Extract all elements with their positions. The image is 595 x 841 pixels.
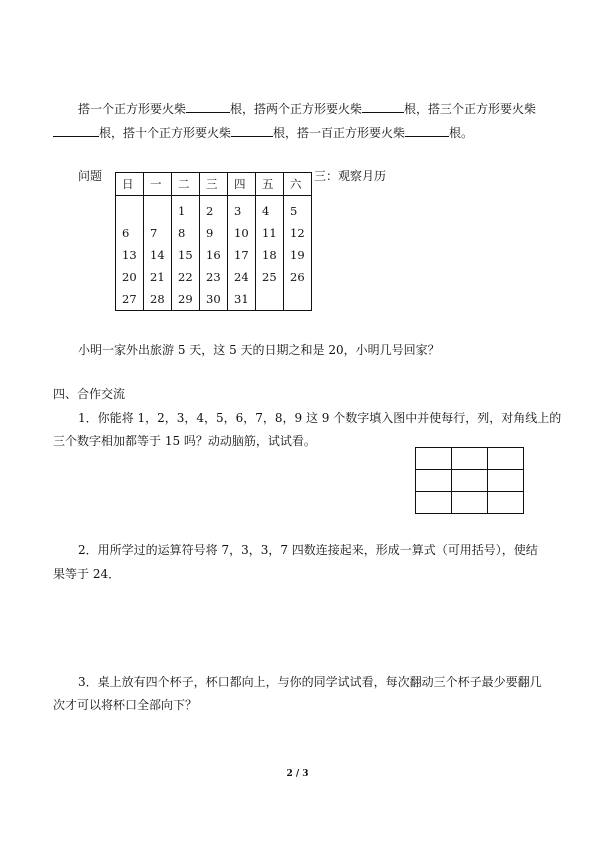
calendar-day-cell: 3 (228, 196, 256, 223)
calendar-day-cell: 26 (284, 266, 312, 288)
page-number: 2 / 3 (286, 769, 309, 779)
calendar-day-cell: 17 (228, 244, 256, 266)
calendar-day-cell: 29 (172, 288, 200, 311)
calendar-day-cell: 16 (200, 244, 228, 266)
calendar-day-cell: 28 (144, 288, 172, 311)
question-3-line-2: 次才可以将杯口全部向下？ (53, 698, 198, 712)
calendar-week-row (116, 266, 312, 288)
grid-cell[interactable] (488, 448, 524, 470)
calendar-table (115, 172, 312, 311)
problem-label: 问题 (78, 169, 103, 183)
calendar-header-row (116, 173, 312, 196)
calendar-day-cell: 7 (144, 222, 172, 244)
calendar-day-cell: 22 (172, 266, 200, 288)
calendar-day-cell: 21 (144, 266, 172, 288)
matches-line1-text-c: 根，搭三个正方形要火柴 (404, 102, 537, 116)
question-2-line-1: 2．用所学过的运算符号将 7，3，3，7 四数连接起来，形成一算式（可用括号），使结 (78, 543, 538, 557)
question-2-line-2: 果等于 24． (53, 567, 121, 581)
calendar-day-cell: 20 (116, 266, 144, 288)
calendar-day-cell: 13 (116, 244, 144, 266)
calendar-day-cell: 30 (200, 288, 228, 311)
calendar-day-cell: 23 (200, 266, 228, 288)
question-3-line-1: 3．桌上放有四个杯子，杯口都向上，与你的同学试试看，每次翻动三个杯子最少要翻几 (78, 675, 542, 689)
calendar-day-cell (144, 196, 172, 223)
answer-blank[interactable] (231, 124, 273, 137)
calendar-day-cell: 2 (200, 196, 228, 223)
calendar-week-row (116, 288, 312, 311)
calendar-day-cell (284, 288, 312, 311)
matches-line1-text-a: 搭一个正方形要火柴 (78, 102, 187, 116)
answer-blank[interactable] (53, 124, 99, 137)
matches-line1-text-b: 根，搭两个正方形要火柴 (230, 102, 363, 116)
calendar-day-cell: 24 (228, 266, 256, 288)
grid-cell[interactable] (416, 470, 452, 492)
calendar-day-cell: 10 (228, 222, 256, 244)
grid-cell[interactable] (416, 448, 452, 470)
calendar-day-cell: 11 (256, 222, 284, 244)
question-1-line-2: 三个数字相加都等于 15 吗？动动脑筋，试试看。 (53, 434, 316, 448)
grid-cell[interactable] (488, 470, 524, 492)
question-1-line-1: 1．你能将 1，2，3，4，5，6，7，8，9 这 9 个数字填入图中并使每行，列，对角线上的 (78, 411, 562, 425)
calendar-day-cell: 5 (284, 196, 312, 223)
section-four-title: 四、合作交流 (53, 387, 126, 401)
calendar-day-cell: 12 (284, 222, 312, 244)
calendar-day-cell: 31 (228, 288, 256, 311)
calendar-week-row (116, 244, 312, 266)
calendar-day-cell: 14 (144, 244, 172, 266)
calendar-header-cell: 日 (116, 173, 144, 196)
grid-cell[interactable] (452, 470, 488, 492)
calendar-day-cell: 1 (172, 196, 200, 223)
calendar-header-cell: 三 (200, 173, 228, 196)
calendar-header-cell: 六 (284, 173, 312, 196)
answer-blank[interactable] (362, 100, 404, 113)
calendar-day-cell (116, 196, 144, 223)
answer-blank[interactable] (405, 124, 449, 137)
calendar-header-cell: 二 (172, 173, 200, 196)
calendar-header-cell: 一 (144, 173, 172, 196)
grid-cell[interactable] (416, 492, 452, 514)
question-travel: 小明一家外出旅游 5 天，这 5 天的日期之和是 20，小明几号回家？ (78, 343, 440, 357)
grid-cell[interactable] (488, 492, 524, 514)
calendar-day-cell: 6 (116, 222, 144, 244)
matches-line-2 (53, 124, 473, 141)
calendar-week-row (116, 222, 312, 244)
matches-line-1 (78, 100, 536, 117)
matches-line2-text-c: 根。 (449, 126, 474, 140)
answer-blank[interactable] (186, 100, 230, 113)
calendar-day-cell: 8 (172, 222, 200, 244)
matches-line2-text-a: 根，搭十个正方形要火柴 (99, 126, 232, 140)
matches-line2-text-b: 根，搭一百正方形要火柴 (273, 126, 406, 140)
calendar-day-cell (256, 288, 284, 311)
calendar-day-cell: 18 (256, 244, 284, 266)
calendar-day-cell: 15 (172, 244, 200, 266)
magic-square-grid (415, 447, 524, 514)
grid-cell[interactable] (452, 492, 488, 514)
grid-cell[interactable] (452, 448, 488, 470)
calendar-day-cell: 27 (116, 288, 144, 311)
calendar-day-cell: 19 (284, 244, 312, 266)
calendar-week-row (116, 196, 312, 223)
section-label-calendar: 三：观察月历 (314, 169, 387, 183)
calendar-header-cell: 五 (256, 173, 284, 196)
calendar-day-cell: 9 (200, 222, 228, 244)
calendar-day-cell: 25 (256, 266, 284, 288)
calendar-header-cell: 四 (228, 173, 256, 196)
calendar-day-cell: 4 (256, 196, 284, 223)
